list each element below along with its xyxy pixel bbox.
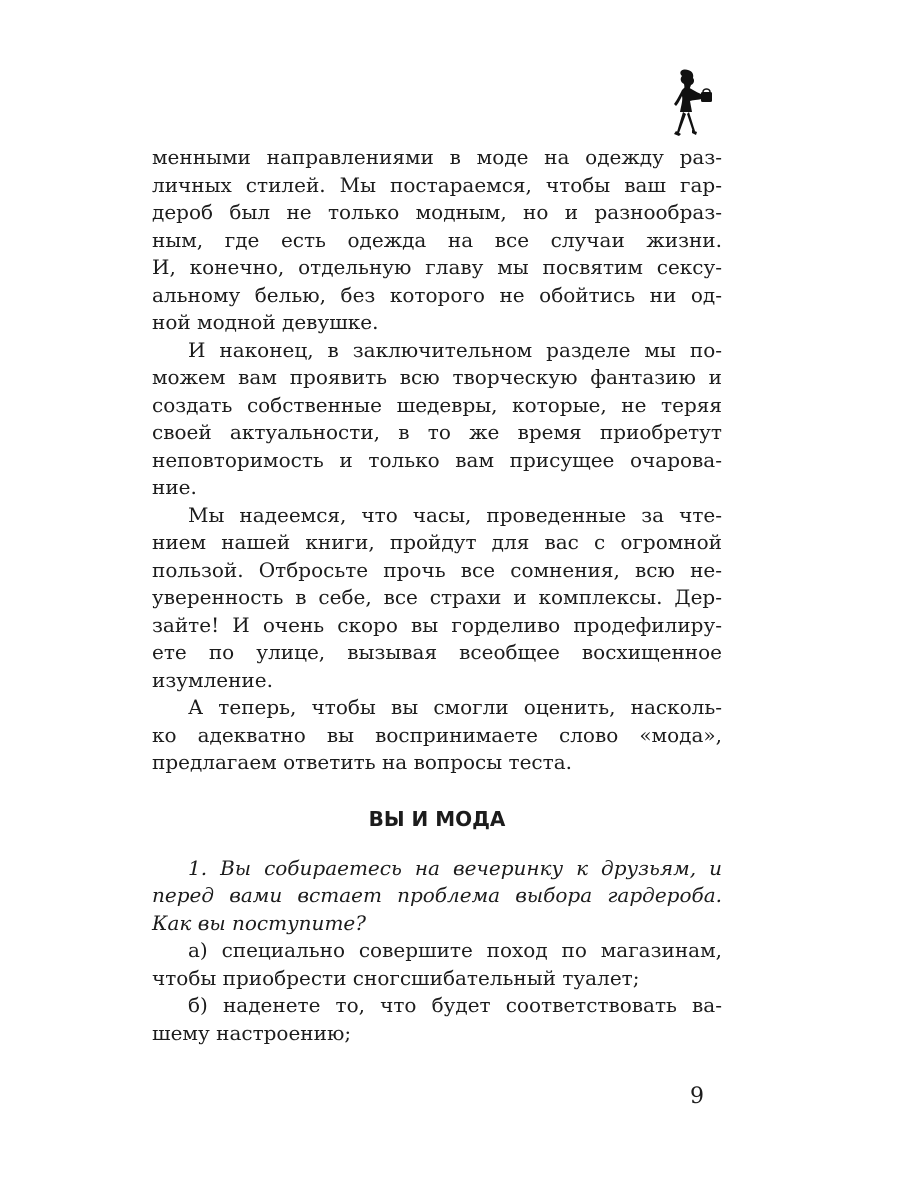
text-line: своей актуальности, в то же время приобретут (152, 420, 722, 444)
text-line: Мы надеемся, что часы, проведенные за чте- (188, 502, 722, 527)
body-text (152, 144, 722, 1047)
text-line: А теперь, чтобы вы смогли оценить, насколь- (188, 695, 722, 719)
text-line: уверенность в себе, все страхи и комплексы. Дер- (152, 585, 722, 609)
text-line: предлагаем ответить на вопросы теста. (152, 750, 572, 774)
answer-line: б) наденете то, что будет соответствовать ва- (188, 993, 722, 1017)
text-line: И наконец, в заключительном разделе мы по- (188, 337, 722, 362)
text-line: менными направлениями в моде на одежду раз- (152, 145, 722, 169)
answer-line: чтобы приобрести сногсшибательный туалет; (152, 965, 640, 990)
text-line: ние. (152, 475, 197, 499)
text-line: ете по улице, вызывая всеобщее восхищенное (152, 640, 722, 664)
text-line: можем вам проявить всю творческую фантазию и (152, 365, 722, 389)
text-line: личных стилей. Мы постараемся, чтобы ваш гар- (152, 172, 722, 197)
figure-ornament-icon (668, 68, 720, 140)
text-line: И, конечно, отдельную главу мы посвятим сексу- (152, 255, 722, 279)
text-line: нием нашей книги, пройдут для вас с огромной (152, 530, 722, 554)
text-line: альному белью, без которого не обойтись ни од- (152, 282, 722, 307)
text-line: ной модной девушке. (152, 310, 379, 334)
text-line: изумление. (152, 667, 273, 692)
answer-line: шему настроению; (152, 1020, 352, 1045)
answer-line: а) специально совершите поход по магазинам, (188, 938, 722, 962)
text-line: пользой. Отбросьте прочь все сомнения, всю не- (152, 557, 722, 582)
text-line: ным, где есть одежда на все случаи жизни. (152, 227, 722, 252)
question-line: Как вы поступите? (152, 910, 366, 935)
page-number: 9 (690, 1084, 704, 1109)
text-line: неповторимость и только вам присущее очарова- (152, 447, 722, 472)
text-line: дероб был не только модным, но и разнообраз- (152, 200, 722, 224)
text-line: зайте! И очень скоро вы горделиво продефилиру- (152, 612, 722, 637)
question-line: 1. Вы собираетесь на вечеринку к друзьям, и (188, 855, 722, 880)
question-line: перед вами встает проблема выбора гардероба. (152, 883, 722, 907)
section-heading: ВЫ И МОДА (368, 806, 506, 831)
text-line: ко адекватно вы воспринимаете слово «мода», (152, 722, 722, 747)
text-line: создать собственные шедевры, которые, не теряя (152, 392, 722, 417)
